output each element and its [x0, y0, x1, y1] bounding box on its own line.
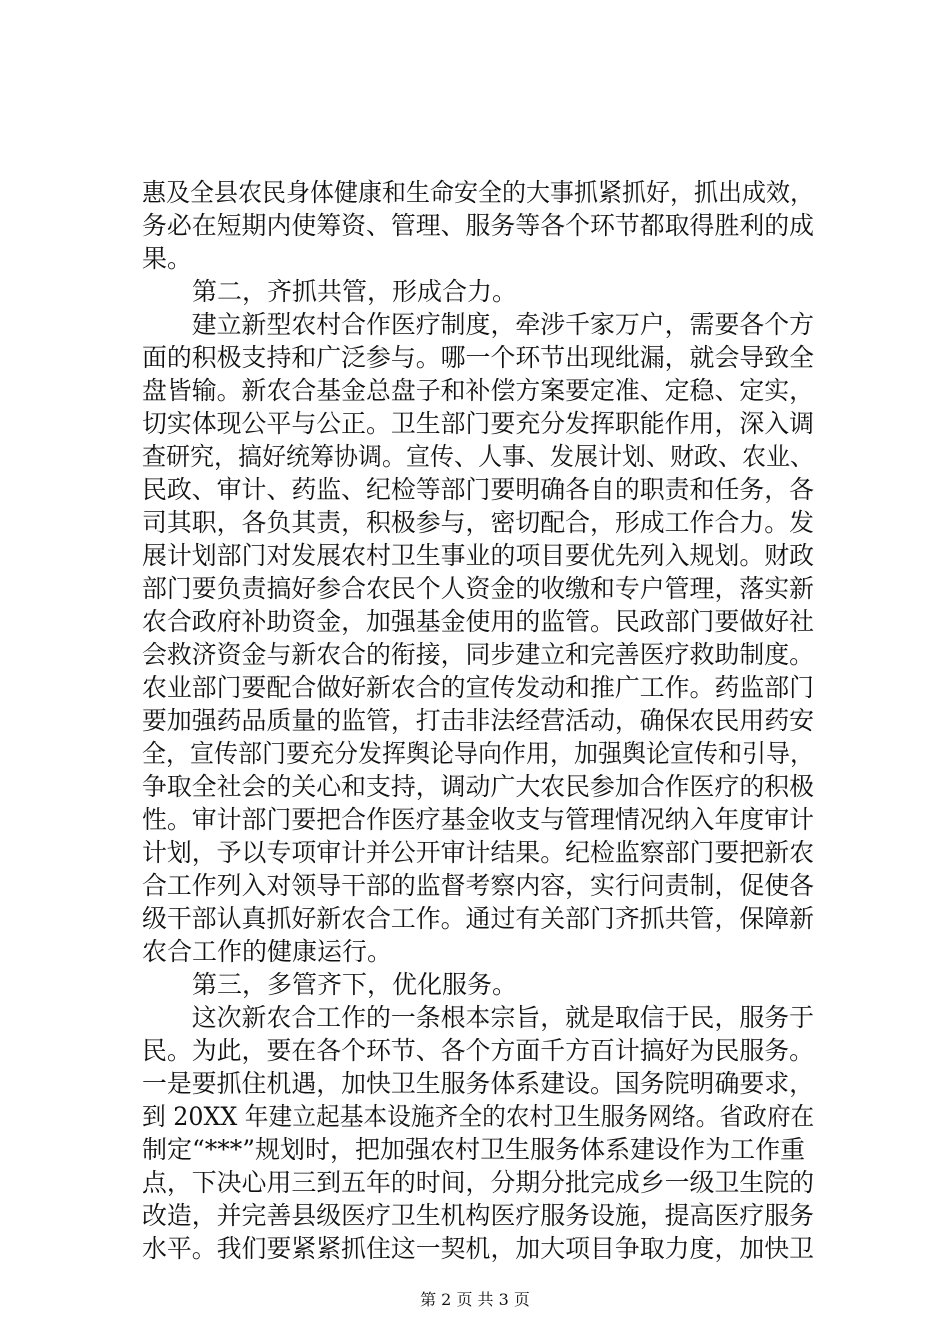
text-line: 司其职，各负其责，积极参与，密切配合，形成工作合力。发: [142, 508, 815, 537]
text-line: 这次新农合工作的一条根本宗旨，就是取信于民，服务于: [142, 1003, 815, 1032]
text-line: 切实体现公平与公正。卫生部门要充分发挥职能作用，深入调: [142, 409, 815, 438]
text-line: 合工作列入对领导干部的监督考察内容，实行问责制，促使各: [142, 871, 815, 900]
text-line: 改造，并完善县级医疗卫生机构医疗服务设施，提高医疗服务: [142, 1201, 815, 1230]
text-line: 农合工作的健康运行。: [142, 937, 393, 966]
text-line: 面的积极支持和广泛参与。哪一个环节出现纰漏，就会导致全: [142, 343, 815, 372]
text-line: 农合政府补助资金，加强基金使用的监管。民政部门要做好社: [142, 607, 815, 636]
body-text: [142, 176, 814, 1265]
text-line: 查研究，搞好统筹协调。宣传、人事、发展计划、财政、农业、: [142, 442, 815, 471]
text-line: 农业部门要配合做好新农合的宣传发动和推广工作。药监部门: [142, 673, 815, 702]
text-line: 民。为此，要在各个环节、各个方面千方百计搞好为民服务。: [142, 1036, 815, 1065]
text-line: 性。审计部门要把合作医疗基金收支与管理情况纳入年度审计: [142, 805, 815, 834]
section-heading: 第二，齐抓共管，形成合力。: [142, 277, 518, 306]
text-line: 点，下决心用三到五年的时间，分期分批完成乡一级卫生院的: [142, 1168, 815, 1197]
text-line: 务必在短期内使筹资、管理、服务等各个环节都取得胜利的成: [142, 211, 815, 240]
text-line: 到 20XX 年建立起基本设施齐全的农村卫生服务网络。省政府在: [142, 1102, 815, 1131]
text-line: 争取全社会的关心和支持，调动广大农民参加合作医疗的积极: [142, 772, 815, 801]
text-line: 会救济资金与新农合的衔接，同步建立和完善医疗救助制度。: [142, 640, 815, 669]
text-line: 民政、审计、药监、纪检等部门要明确各自的职责和任务，各: [142, 475, 815, 504]
text-line: 水平。我们要紧紧抓住这一契机，加大项目争取力度，加快卫: [142, 1234, 815, 1263]
text-line: 要加强药品质量的监管，打击非法经营活动，确保农民用药安: [142, 706, 815, 735]
text-line: 部门要负责搞好参合农民个人资金的收缴和专户管理，落实新: [142, 574, 815, 603]
text-line: 展计划部门对发展农村卫生事业的项目要优先列入规划。财政: [142, 541, 815, 570]
text-line: 建立新型农村合作医疗制度，牵涉千家万户，需要各个方: [142, 310, 815, 339]
text-line: 制定“***”规划时，把加强农村卫生服务体系建设作为工作重: [142, 1135, 806, 1164]
page-number: 第 2 页 共 3 页: [420, 1290, 530, 1309]
text-line: 全，宣传部门要充分发挥舆论导向作用，加强舆论宣传和引导，: [142, 739, 815, 768]
text-line: 计划，予以专项审计并公开审计结果。纪检监察部门要把新农: [142, 838, 815, 867]
section-heading: 第三，多管齐下，优化服务。: [142, 970, 518, 999]
page-footer: [0, 1290, 950, 1310]
text-line: 盘皆输。新农合基金总盘子和补偿方案要定准、定稳、定实，: [142, 376, 815, 405]
text-line: 级干部认真抓好新农合工作。通过有关部门齐抓共管，保障新: [142, 904, 815, 933]
text-line: 惠及全县农民身体健康和生命安全的大事抓紧抓好，抓出成效，: [142, 178, 815, 207]
text-line: 一是要抓住机遇，加快卫生服务体系建设。国务院明确要求，: [142, 1069, 815, 1098]
text-line: 果。: [142, 244, 193, 273]
